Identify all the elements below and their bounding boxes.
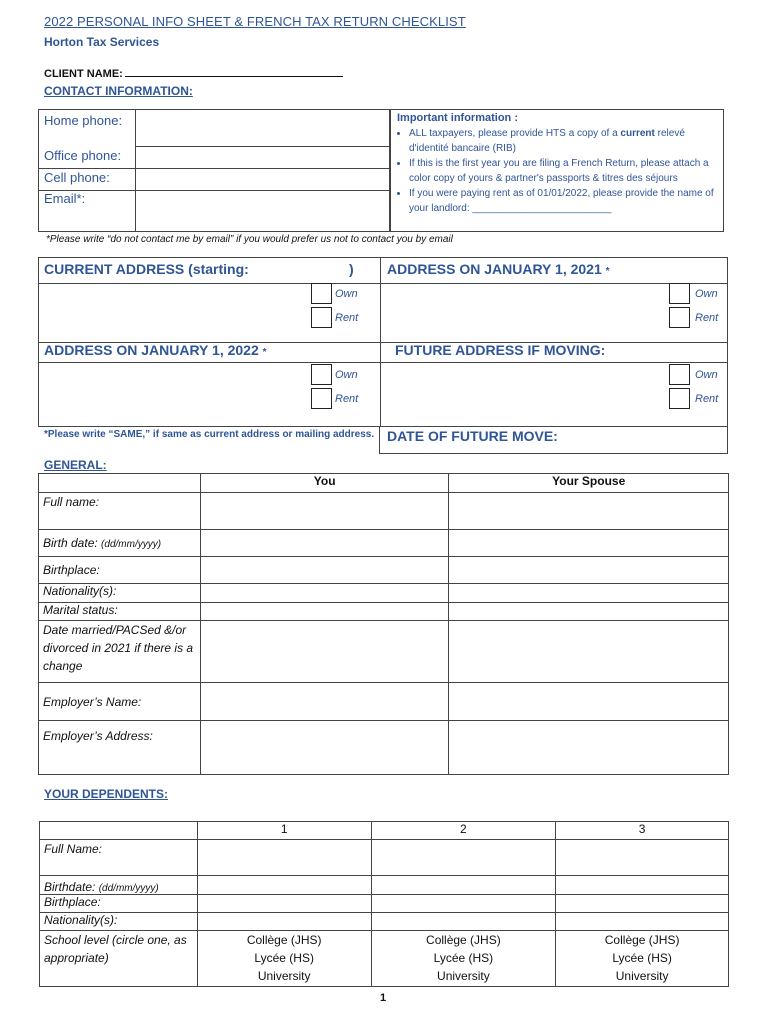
employer-label: Employer’s Name: <box>39 683 201 721</box>
client-name-label: CLIENT NAME: <box>44 68 123 80</box>
you-marital-input[interactable] <box>200 603 449 621</box>
dependents-table <box>39 821 729 987</box>
future-rent-label: Rent <box>695 393 719 405</box>
table-row <box>39 493 729 530</box>
dep2-birthplace-input[interactable] <box>371 895 556 913</box>
jan2022-rent-label: Rent <box>335 393 359 405</box>
dep1-school-options[interactable] <box>197 931 371 987</box>
table-cell <box>40 822 198 840</box>
current-own-label: Own <box>335 288 358 300</box>
email-label: Email*: <box>44 191 86 206</box>
jan2022-rent-checkbox[interactable] <box>311 388 332 409</box>
dep1-nationality-input[interactable] <box>197 913 371 931</box>
dep-full-name-label: Full Name: <box>40 840 198 876</box>
school-option-hs[interactable]: Lycée (HS) <box>433 951 494 965</box>
current-own-checkbox[interactable] <box>311 283 332 304</box>
current-rent-label: Rent <box>335 312 359 324</box>
page-number: 1 <box>380 992 387 1004</box>
current-address-heading: CURRENT ADDRESS (starting: <box>44 261 249 277</box>
home-phone-label: Home phone: <box>44 113 123 128</box>
marital-label: Marital status: <box>39 603 201 621</box>
dependent-col-3: 3 <box>556 822 729 840</box>
dep2-full-name-input[interactable] <box>371 840 556 876</box>
future-address-input[interactable] <box>382 364 664 422</box>
info-bullet-passports: • If this is the first year you are filing a French Return, please attach a color copy of yours & partner's passports & titres des séjours <box>409 156 717 186</box>
dep-birthplace-label: Birthplace: <box>40 895 198 913</box>
important-info-title: Important information : <box>397 112 518 124</box>
jan2022-own-label: Own <box>335 369 358 381</box>
dep1-full-name-input[interactable] <box>197 840 371 876</box>
dep-nationality-label: Nationality(s): <box>40 913 198 931</box>
company-name: Horton Tax Services <box>44 35 160 49</box>
spouse-married-input[interactable] <box>449 621 729 683</box>
cell-phone-label: Cell phone: <box>44 170 110 185</box>
birthplace-label: Birthplace: <box>39 557 201 584</box>
dep1-birthdate-input[interactable] <box>197 876 371 895</box>
table-row <box>39 584 729 603</box>
current-rent-checkbox[interactable] <box>311 307 332 328</box>
email-note: *Please write “do not contact me by email” if you would prefer us not to contact you by email <box>46 234 453 245</box>
dep2-nationality-input[interactable] <box>371 913 556 931</box>
you-married-input[interactable] <box>200 621 449 683</box>
you-nationality-input[interactable] <box>200 584 449 603</box>
future-rent-checkbox[interactable] <box>669 388 690 409</box>
client-name-line[interactable] <box>125 66 343 77</box>
dependents-heading: YOUR DEPENDENTS: <box>44 787 169 801</box>
jan2022-address-heading: ADDRESS ON JANUARY 1, 2022 * <box>44 342 267 358</box>
jan2021-own-label: Own <box>695 288 718 300</box>
table-row <box>39 683 729 721</box>
table-row <box>40 913 729 931</box>
jan2021-address-heading: ADDRESS ON JANUARY 1, 2021 * <box>387 261 610 277</box>
employer-address-label: Employer’s Address: <box>39 721 201 775</box>
table-row <box>39 557 729 584</box>
jan2021-rent-checkbox[interactable] <box>669 307 690 328</box>
you-full-name-input[interactable] <box>200 493 449 530</box>
married-label: Date married/PACSed &/or divorced in 2021 if there is a change <box>39 621 201 683</box>
important-info-box <box>390 109 724 232</box>
email-input[interactable] <box>137 191 389 230</box>
school-option-jhs[interactable]: Collège (JHS) <box>246 933 322 947</box>
col-spouse: Your Spouse <box>449 474 729 493</box>
dep3-nationality-input[interactable] <box>556 913 729 931</box>
contact-table <box>38 109 390 232</box>
jan2021-address-input[interactable] <box>382 284 664 339</box>
school-option-hs[interactable]: Lycée (HS) <box>254 951 314 965</box>
nationality-label: Nationality(s): <box>39 584 201 603</box>
table-row <box>39 621 729 683</box>
future-own-checkbox[interactable] <box>669 364 690 385</box>
dep-birthdate-label: Birthdate: (dd/mm/yyyy) <box>40 876 198 895</box>
table-cell <box>39 474 201 493</box>
dependent-col-2: 2 <box>371 822 556 840</box>
jan2022-own-checkbox[interactable] <box>311 364 332 385</box>
dep3-birthplace-input[interactable] <box>556 895 729 913</box>
school-option-university[interactable]: University <box>257 969 311 983</box>
school-option-jhs[interactable]: Collège (JHS) <box>604 933 680 947</box>
you-birth-date-input[interactable] <box>200 530 449 557</box>
dependent-col-1: 1 <box>197 822 371 840</box>
table-row <box>40 822 729 840</box>
jan2022-address-input[interactable] <box>40 364 305 422</box>
dep2-school-options[interactable] <box>371 931 556 987</box>
table-row <box>40 895 729 913</box>
spouse-birth-date-input[interactable] <box>449 530 729 557</box>
current-address-input[interactable] <box>40 284 305 339</box>
dep3-full-name-input[interactable] <box>556 840 729 876</box>
birth-date-label: Birth date: (dd/mm/yyyy) <box>39 530 201 557</box>
you-employer-input[interactable] <box>200 683 449 721</box>
future-own-label: Own <box>695 369 718 381</box>
office-phone-label: Office phone: <box>44 148 122 163</box>
table-row <box>39 721 729 775</box>
future-address-heading: FUTURE ADDRESS IF MOVING: <box>395 342 606 358</box>
table-row <box>39 530 729 557</box>
document-title: 2022 PERSONAL INFO SHEET & FRENCH TAX RETURN CHECKLIST <box>44 14 466 29</box>
spouse-employer-input[interactable] <box>449 683 729 721</box>
table-row <box>39 474 729 493</box>
you-birthplace-input[interactable] <box>200 557 449 584</box>
full-name-label: Full name: <box>39 493 201 530</box>
school-option-university[interactable]: University <box>615 969 669 983</box>
spouse-birthplace-input[interactable] <box>449 557 729 584</box>
dep2-birthdate-input[interactable] <box>371 876 556 895</box>
table-row <box>40 931 729 987</box>
info-bullet-rib: • ALL taxpayers, please provide HTS a copy of a current relevé d'identité bancaire (RIB) <box>409 126 717 156</box>
jan2021-own-checkbox[interactable] <box>669 283 690 304</box>
home-phone-input[interactable] <box>137 111 389 145</box>
dep-school-label: School level (circle one, as appropriate) <box>40 931 198 987</box>
client-name-field[interactable] <box>44 66 343 80</box>
table-row <box>39 603 729 621</box>
dep3-birthdate-input[interactable] <box>556 876 729 895</box>
dep3-school-options[interactable] <box>556 931 729 987</box>
table-row <box>40 840 729 876</box>
school-option-hs[interactable]: Lycée (HS) <box>612 951 672 965</box>
spouse-nationality-input[interactable] <box>449 584 729 603</box>
spouse-employer-address-input[interactable] <box>449 721 729 775</box>
col-you: You <box>200 474 449 493</box>
spouse-marital-input[interactable] <box>449 603 729 621</box>
info-bullet-landlord: • If you were paying rent as of 01/01/2022, please provide the name of your landlord: _________________________ <box>409 186 717 216</box>
general-heading: GENERAL: <box>44 458 107 472</box>
contact-heading: CONTACT INFORMATION: <box>44 84 193 98</box>
school-option-university[interactable]: University <box>437 969 490 983</box>
future-move-label: DATE OF FUTURE MOVE: <box>387 428 558 444</box>
general-table <box>38 473 729 775</box>
office-phone-input[interactable] <box>137 147 389 167</box>
cell-phone-input[interactable] <box>137 169 389 189</box>
you-employer-address-input[interactable] <box>200 721 449 775</box>
same-address-note: *Please write “SAME,” if same as current address or mailing address. <box>44 429 375 440</box>
jan2021-rent-label: Rent <box>695 312 719 324</box>
dep1-birthplace-input[interactable] <box>197 895 371 913</box>
table-row <box>40 876 729 895</box>
school-option-jhs[interactable]: Collège (JHS) <box>426 933 501 947</box>
spouse-full-name-input[interactable] <box>449 493 729 530</box>
current-address-close: ) <box>349 261 354 277</box>
